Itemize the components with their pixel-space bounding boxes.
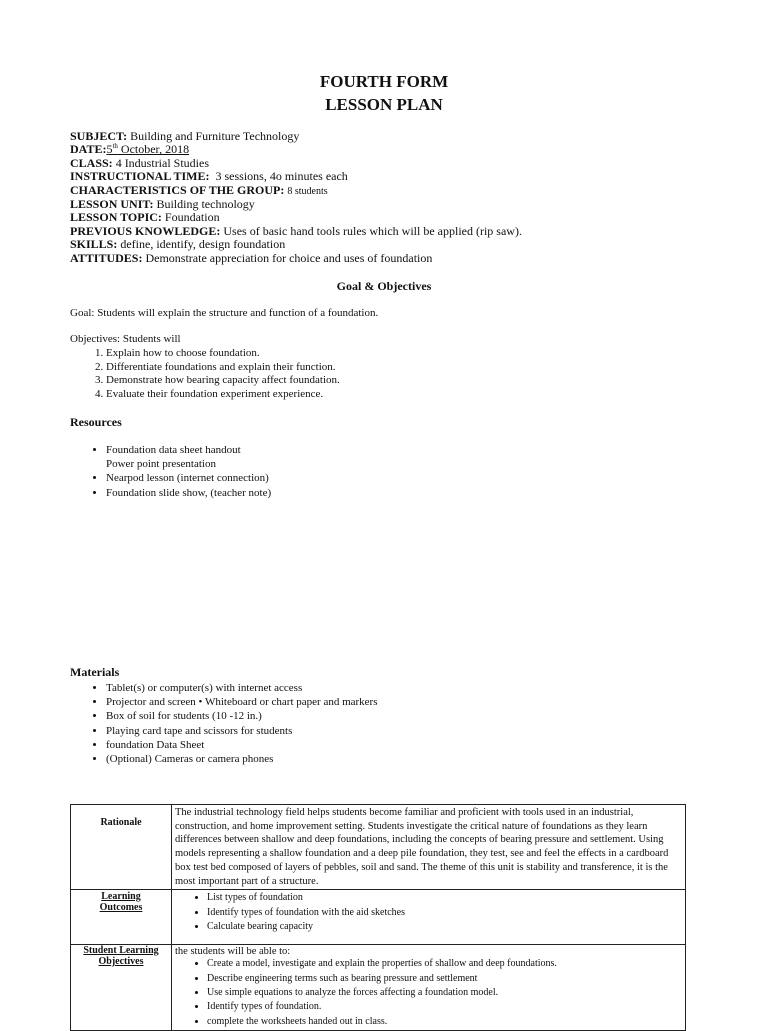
goal-text: Goal: Students will explain the structure and function of a foundation. — [70, 307, 379, 319]
meta-class: CLASS: 4 Industrial Studies — [70, 155, 210, 170]
rationale-label: Rationale — [71, 805, 172, 890]
list-item: • Playing card tape and scissors for students — [106, 724, 378, 738]
list-item: • foundation Data Sheet — [106, 738, 378, 752]
meta-unit: LESSON UNIT: Building technology — [70, 197, 255, 212]
meta-group: CHARACTERISTICS OF THE GROUP: 8 students — [70, 182, 328, 197]
meta-previous-knowledge: PREVIOUS KNOWLEDGE: Uses of basic hand tools rules which will be applied (rip saw). — [70, 223, 522, 238]
page-title-line1: FOURTH FORM — [319, 72, 449, 91]
meta-time: INSTRUCTIONAL TIME: 3 sessions, 4o minutes each — [70, 169, 348, 184]
rationale-text: The industrial technology field helps students become familiar and proficient with tools used in an industrial, construction, and home improvement setting. Students investigate the critical nature of foundations as they learn differences between shallow and deep foundations, including the concepts of bearing pressure and settlement. Using models representing a shallow foundation and a deep pile foundation, they test, see and feel the effects in a cardboard box test bed composed of layers of pebbles, soil and sand. The theme of this unit is stability and transference, it is the most important part of a structure. — [172, 805, 686, 890]
list-item: • Projector and screen • Whiteboard or chart paper and markers — [106, 695, 378, 709]
outcomes-cell — [172, 890, 686, 945]
list-item: • Create a model, investigate and explain the properties of shallow and deep foundations. — [207, 957, 682, 971]
list-item: • Foundation slide show, (teacher note) — [106, 486, 271, 500]
materials-list — [88, 681, 378, 766]
list-item: • Identify types of foundation. — [207, 1000, 682, 1014]
materials-heading: Materials — [70, 665, 120, 679]
page-title-line2: LESSON PLAN — [325, 95, 443, 114]
list-item: • Calculate bearing capacity — [207, 920, 682, 934]
table-row-rationale — [71, 805, 686, 890]
list-item: • Nearpod lesson (internet connection) — [106, 471, 271, 485]
list-item: 2. Differentiate foundations and explain their function. — [106, 361, 340, 375]
lesson-meta — [70, 130, 522, 265]
goals-heading: Goal & Objectives — [336, 279, 432, 293]
meta-attitudes: ATTITUDES: Demonstrate appreciation for choice and uses of foundation — [70, 250, 433, 265]
list-item: • Tablet(s) or computer(s) with internet access — [106, 681, 378, 695]
list-item: • Box of soil for students (10 -12 in.) — [106, 709, 378, 723]
list-item: 1. Explain how to choose foundation. — [106, 347, 340, 361]
list-item: • complete the worksheets handed out in class. — [207, 1015, 682, 1029]
objectives-intro: Objectives: Students will — [70, 333, 181, 345]
list-item: • (Optional) Cameras or camera phones — [106, 752, 378, 766]
outcomes-label: Learning Outcomes — [71, 890, 172, 945]
list-item: • Use simple equations to analyze the forces affecting a foundation model. — [207, 986, 682, 1000]
meta-skills: SKILLS: define, identify, design foundation — [70, 237, 286, 252]
plan-table — [70, 804, 686, 1031]
slo-cell — [172, 945, 686, 1031]
list-item: • Identify types of foundation with the aid sketches — [207, 906, 682, 920]
list-item: Power point presentation — [106, 458, 216, 471]
list-item: • List types of foundation — [207, 891, 682, 905]
outcomes-list — [175, 891, 682, 934]
meta-subject: SUBJECT: Building and Furniture Technology — [70, 129, 300, 143]
meta-topic: LESSON TOPIC: Foundation — [70, 210, 220, 225]
slo-label: Student Learning Objectives — [71, 945, 172, 1031]
list-item: 3. Demonstrate how bearing capacity affect foundation. — [106, 374, 340, 388]
list-item: 4. Evaluate their foundation experiment experience. — [106, 388, 340, 402]
resources-heading: Resources — [70, 415, 122, 429]
table-row-slo — [71, 945, 686, 1031]
objectives-list — [88, 347, 340, 401]
meta-date: DATE:5th October, 2018 — [70, 142, 190, 157]
slo-intro: the students will be able to: — [175, 946, 291, 958]
list-item: • Describe engineering terms such as bearing pressure and settlement — [207, 972, 682, 986]
list-item: • Foundation data sheet handout — [106, 443, 271, 457]
table-row-outcomes — [71, 890, 686, 945]
resources-list — [88, 443, 271, 500]
slo-list — [175, 957, 682, 1029]
